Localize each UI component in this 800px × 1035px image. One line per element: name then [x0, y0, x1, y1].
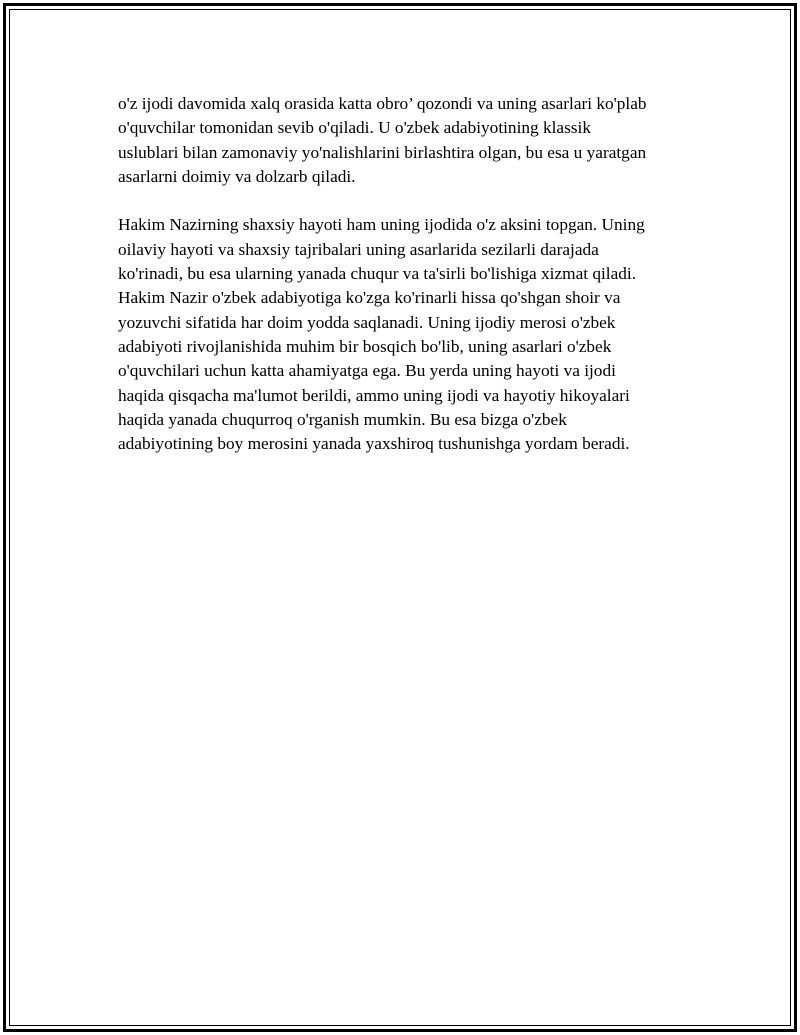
text-line: Hakim Nazir o'zbek adabiyotiga ko'zga ko'rinarli hissa qo'shgan shoir va: [118, 288, 621, 308]
text-line: haqida qisqacha ma'lumot berildi, ammo uning ijodi va hayotiy hikoyalari: [118, 385, 630, 405]
text-line: yozuvchi sifatida har doim yodda saqlanadi. Uning ijodiy merosi o'zbek: [118, 312, 616, 332]
text-line: oilaviy hayoti va shaxsiy tajribalari uning asarlarida sezilarli darajada: [118, 239, 599, 259]
text-line: haqida yanada chuqurroq o'rganish mumkin. Bu esa bizga o'zbek: [118, 409, 567, 429]
paragraph-1: [118, 92, 698, 189]
text-line: adabiyotining boy merosini yanada yaxshiroq tushunishga yordam beradi.: [118, 434, 630, 454]
document-body: [118, 92, 698, 456]
text-line: adabiyoti rivojlanishida muhim bir bosqich bo'lib, uning asarlari o'zbek: [118, 336, 612, 356]
text-line: o'quvchilari uchun katta ahamiyatga ega. Bu yerda uning hayoti va ijodi: [118, 361, 616, 381]
text-line: asarlarni doimiy va dolzarb qiladi.: [118, 166, 356, 186]
text-line: o'quvchilar tomonidan sevib o'qiladi. U o'zbek adabiyotining klassik: [118, 118, 591, 138]
text-line: ko'rinadi, bu esa ularning yanada chuqur va ta'sirli bo'lishiga xizmat qiladi.: [118, 264, 637, 284]
text-line: o'z ijodi davomida xalq orasida katta obro’ qozondi va uning asarlari ko'plab: [118, 94, 647, 113]
text-line: Hakim Nazirning shaxsiy hayoti ham uning ijodida o'z aksini topgan. Uning: [118, 215, 645, 235]
text-line: uslublari bilan zamonaviy yo'nalishlarini birlashtira olgan, bu esa u yaratgan: [118, 142, 647, 162]
paragraph-2: [118, 213, 698, 456]
